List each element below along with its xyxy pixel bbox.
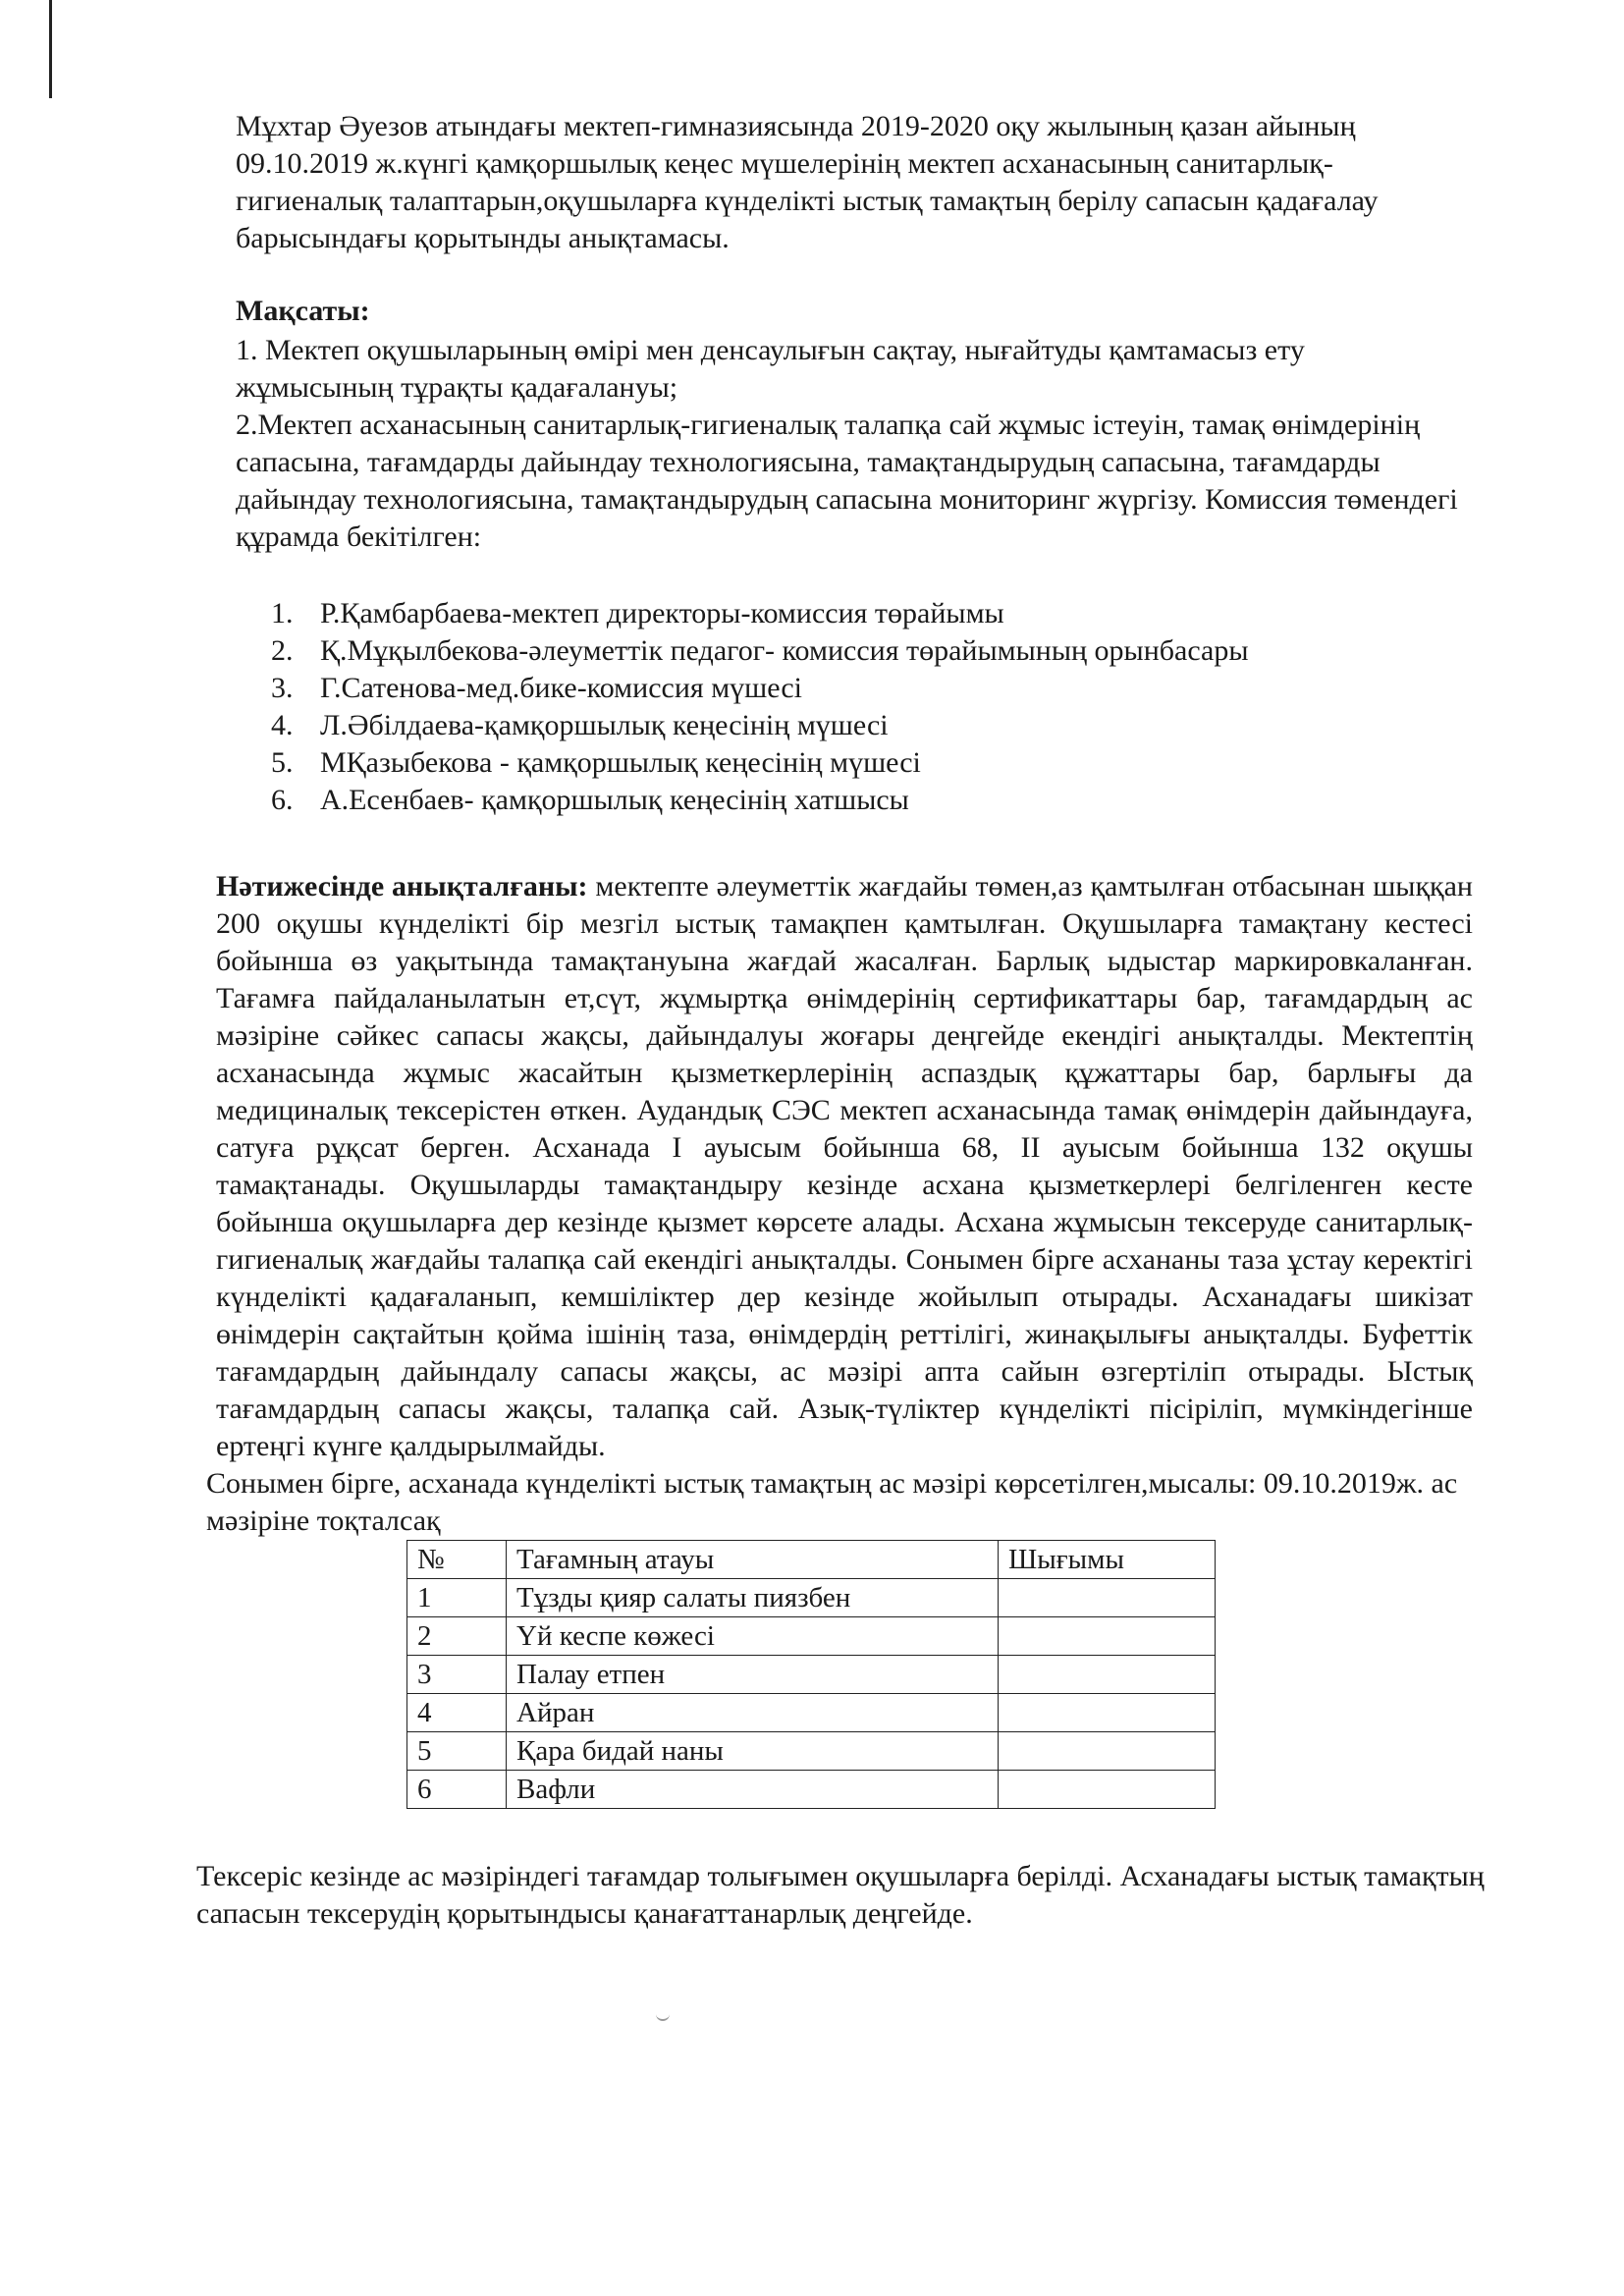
member-number: 6. xyxy=(271,784,294,816)
row-yield xyxy=(999,1771,1216,1809)
member-item xyxy=(271,595,1492,632)
findings-paragraph xyxy=(216,868,1473,1465)
member-number: 5. xyxy=(271,746,294,779)
member-text: А.Есенбаев- қамқоршылық кеңесінің хатшысы xyxy=(320,784,909,816)
findings-label: Нәтижесінде анықталғаны: xyxy=(216,870,588,902)
table-row xyxy=(407,1771,1216,1809)
member-item xyxy=(271,707,1492,744)
row-yield xyxy=(999,1617,1216,1656)
member-text: МҚазыбекова - қамқоршылық кеңесінің мүшесі xyxy=(320,746,921,779)
row-no: 3 xyxy=(407,1656,507,1694)
row-dish-name: Палау етпен xyxy=(507,1656,999,1694)
member-text: Л.Әбілдаева-қамқоршылық кеңесінің мүшесі xyxy=(320,709,889,741)
row-dish-name: Тұзды қияр салаты пиязбен xyxy=(507,1579,999,1617)
findings-text: мектепте әлеуметтік жағдайы төмен,аз қамтылған отбасынан шыққан 200 оқушы күнделікті бір мезгіл ыстық тамақпен қамтылған. Оқушыларға тамақтану кестесі бойынша өз уақытында тамақтануына жағдай жасалған. Барлық ыдыстар маркировкаланған. Тағамға пайдаланылатын ет,сүт, жұмыртқа өнімдерінің сертификаттары бар, тағамдардың ас мәзіріне сәйкес сапасы жақсы, дайындалуы жоғары деңгейде екендігі анықталды. Мектептің асханасында жұмыс жасайтын қызметкерлерінің аспаздық құжаттары бар, барлығы да медициналық тексерістен өткен. Аудандық СЭС мектеп асханасында тамақ өнімдерін дайындауға, сатуға рұқсат берген. Асханада I ауысым бойынша 68, II ауысым бойынша 132 оқушы тамақтанады. Оқушыларды тамақтандыру кезінде асхана қызметкерлері белгіленген кесте бойынша оқушыларға дер кезінде қызмет көрсете алады. Асхана жұмысын тексеруде санитарлық-гигиеналық жағдайы талапқа сай екендігі анықталды. Сонымен бірге асхананы таза ұстау керектігі күнделікті қадағаланып, кемшіліктер дер кезінде жойылып отырады. Асханадағы шикізат өнімдерін сақтайтын қойма ішінің таза, өнімдердің реттілігі, жинақылығы анықталды. Буфеттік тағамдардың дайындалу сапасы жақсы, ас мәзірі апта сайын өзгертіліп отырады. Ыстық тағамдардың сапасы жақсы, талапқа сай. Азық-түліктер күнделікті пісіріліп, мүмкіндегінше ертеңгі күнге қалдырылмайды. xyxy=(216,870,1473,1462)
member-number: 2. xyxy=(271,634,294,667)
table-row xyxy=(407,1694,1216,1732)
document-page xyxy=(196,108,1492,1933)
row-no: 1 xyxy=(407,1579,507,1617)
scan-margin-line xyxy=(49,0,52,98)
member-text: Г.Сатенова-мед.бике-комиссия мүшесі xyxy=(320,672,802,704)
table-row xyxy=(407,1617,1216,1656)
row-dish-name: Вафли xyxy=(507,1771,999,1809)
header-no: № xyxy=(407,1541,507,1579)
closing-paragraph: Тексеріс кезінде ас мәзіріндегі тағамдар толығымен оқушыларға берілді. Асханадағы ыстық тамақтың сапасын тексерудің қорытындысы қанағаттанарлық деңгейде. xyxy=(196,1860,1485,1930)
goal-item-2: 2.Мектеп асханасының санитарлық-гигиеналық талапқа сай жұмыс істеуін, тамақ өнімдерінің сапасына, тағамдарды дайындау технологиясына, тамақтандырудың сапасына, тағамдарды дайындау технологиясына, тамақтандырудың сапасына мониторинг жүргізу. Комиссия төмендегі құрамда бекітілген: xyxy=(236,409,1458,553)
table-row xyxy=(407,1579,1216,1617)
member-number: 1. xyxy=(271,597,294,629)
member-item xyxy=(271,744,1492,782)
row-yield xyxy=(999,1579,1216,1617)
table-header-row xyxy=(407,1541,1216,1579)
row-dish-name: Айран xyxy=(507,1694,999,1732)
document-heading: Мұхтар Әуезов атындағы мектеп-гимназиясында 2019-2020 оқу жылының қазан айының 09.10.2019 ж.күнгі қамқоршылық кеңес мүшелерінің мектеп асханасының санитарлық-гигиеналық талаптарын,оқушыларға күнделікті ыстық тамақтың берілу сапасын қадағалау барысындағы қорытынды анықтамасы. xyxy=(236,110,1379,254)
row-dish-name: Қара бидай наны xyxy=(507,1732,999,1771)
member-number: 4. xyxy=(271,709,294,741)
header-dish-name: Тағамның атауы xyxy=(507,1541,999,1579)
row-yield xyxy=(999,1694,1216,1732)
menu-intro: Сонымен бірге, асханада күнделікті ыстық тамақтың ас мәзірі көрсетілген,мысалы: 09.10.2019ж. ас мәзіріне тоқталсақ xyxy=(206,1467,1458,1537)
member-item xyxy=(271,632,1492,670)
row-yield xyxy=(999,1656,1216,1694)
goals-title: Мақсаты: xyxy=(236,295,370,327)
member-text: Қ.Мұқылбекова-әлеуметтік педагог- комиссия төрайымының орынбасары xyxy=(320,634,1249,667)
member-item xyxy=(271,782,1492,819)
header-yield: Шығымы xyxy=(999,1541,1216,1579)
row-no: 5 xyxy=(407,1732,507,1771)
goal-item-1: 1. Мектеп оқушыларының өмірі мен денсаулығын сақтау, нығайтуды қамтамасыз ету жұмысының тұрақты қадағалануы; xyxy=(236,334,1305,404)
member-item xyxy=(271,670,1492,707)
menu-table xyxy=(406,1540,1216,1809)
scan-artifact-mark xyxy=(656,2011,670,2021)
commission-members-list xyxy=(271,595,1492,819)
table-row xyxy=(407,1656,1216,1694)
member-text: Р.Қамбарбаева-мектеп директоры-комиссия төрайымы xyxy=(320,597,1004,629)
row-no: 4 xyxy=(407,1694,507,1732)
row-yield xyxy=(999,1732,1216,1771)
row-no: 2 xyxy=(407,1617,507,1656)
table-row xyxy=(407,1732,1216,1771)
member-number: 3. xyxy=(271,672,294,704)
row-dish-name: Үй кеспе көжесі xyxy=(507,1617,999,1656)
row-no: 6 xyxy=(407,1771,507,1809)
